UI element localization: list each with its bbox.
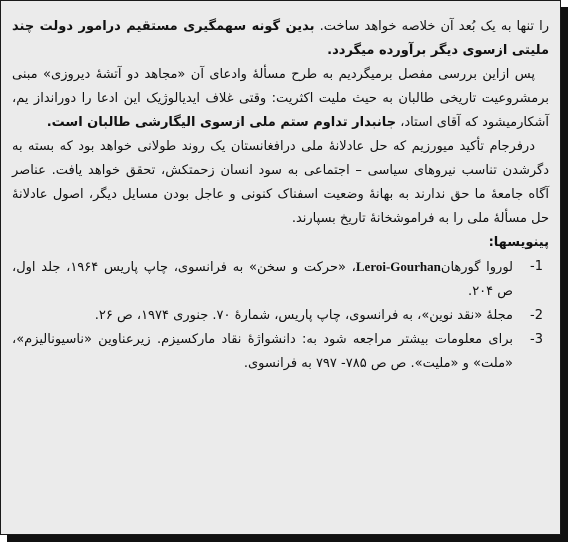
footnote-1-latin: Leroi-Gourhan	[355, 259, 441, 274]
paragraph-1-bold: بدین گونه سهمگیری مستقیم درامور دولت چند ملیتی ازسوی دیگر برآورده میگردد.	[12, 19, 549, 58]
paragraph-1	[12, 15, 549, 63]
footnote-1-number: -1	[530, 259, 543, 274]
footnote-3-text: برای معلومات بیشتر مراجعه شود به: دانشواژۀ نقاد مارکسیزم. زیرعناوین «ناسیونالیزم»، «ملت» و «ملیت». ص ص ۷۸۵- ۷۹۷ به فرانسوی.	[12, 332, 513, 371]
footnote-2-number: -2	[530, 308, 543, 323]
footnote-3-number: -3	[530, 332, 543, 347]
footnote-3	[12, 328, 549, 376]
notes-title: پینویسها:	[488, 235, 549, 250]
footnote-1-pre: لوروا گورهان	[440, 260, 513, 275]
footnote-1-post: ، «حرکت و سخن» به فرانسوی، چاپ پاریس ۱۹۶۴، جلد اول، ص ۲۰۴.	[12, 260, 513, 299]
paragraph-2	[12, 63, 549, 135]
article-body	[12, 15, 549, 376]
footnote-2-text: مجلۀ «نقد نوین»، به فرانسوی، چاپ پاریس، شمارۀ ۷۰. جنوری ۱۹۷۴، ص ۲۶.	[94, 308, 513, 323]
paragraph-2-text: پس ازاین بررسی مفصل برمیگردیم به طرح مسألۀ وادعای آن «مجاهد دو آتشۀ دیروزی» مبنی برمشروعیت تاریخی طالبان به حیث ملیت اکثریت: وقتی غلاف ایدیالوژیک این ادعا را دورانداز یم، آشکارمیشود که آقای استاد،	[12, 67, 549, 130]
paragraph-3: درفرجام تأکید میورزیم که حل عادلانۀ ملی درافغانستان یک روند طولانی خواهد بود که بسته به دگرشدن تناسب نیروهای سیاسی – اجتماعی به سود انسان زحمتکش، تحقق خواهد یافت. عناصر آگاه جامعۀ ما حق ندارند به بهانۀ وضعیت اسفناک کنونی و عاجل بودن مسایل دیگر، اصول عادلانۀ حل مسألۀ ملی را به فراموشخانۀ تاریخ بسپارند.	[12, 139, 549, 226]
footnote-1	[12, 255, 549, 304]
paragraph-2-bold: جانبدار تداوم ستم ملی ازسوی الیگارشی طالبان است.	[46, 115, 397, 130]
footnote-2	[12, 304, 549, 328]
paragraph-1-text: را تنها به یک بُعد آن خلاصه خواهد ساخت.	[314, 19, 550, 34]
